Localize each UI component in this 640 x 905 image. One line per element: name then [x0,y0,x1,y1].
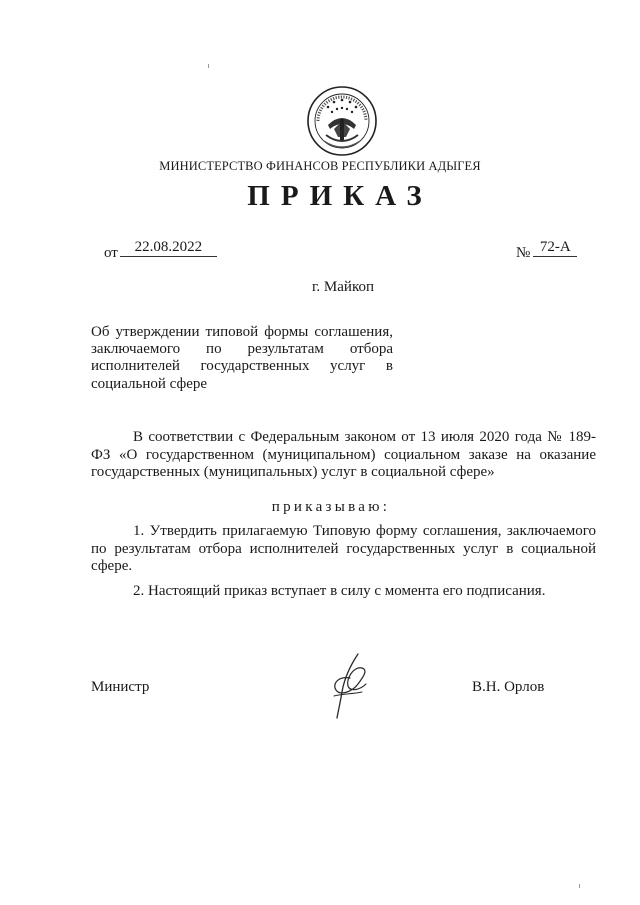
signer-position: Министр [91,679,150,695]
coat-of-arms-emblem-icon [306,85,378,157]
item-line: сфере. [91,558,133,574]
subject-line: заключаемого по результатам отбора [91,341,393,358]
order-word: приказываю: [271,499,391,515]
scan-speck [579,884,580,888]
subject-block [91,324,393,393]
preamble-line: государственных (муниципальных) услуг в социальной сфере» [91,464,495,480]
preamble-paragraph [91,429,596,482]
handwritten-signature-icon [328,652,372,720]
document-number [516,239,577,262]
preamble-line: ФЗ «О государственном (муниципальном) социальном заказе на оказание [91,446,596,463]
document-date [104,239,217,262]
subject-line: социальной сфере [91,375,208,392]
number-prefix: № [516,245,531,261]
order-item-2: 2. Настоящий приказ вступает в силу с момента его подписания. [133,583,546,599]
item-line: по результатам отбора исполнителей государственных услуг в социальной [91,540,596,557]
date-value: 22.08.2022 [120,239,217,257]
item-line: 1. Утвердить прилагаемую Типовую форму соглашения, заключаемого [133,523,596,539]
preamble-line: В соответствии с Федеральным законом от 13 июля 2020 года № 189- [133,429,596,445]
date-prefix: от [104,245,118,261]
city-line: г. Майкоп [311,279,375,295]
subject-line: Об утверждении типовой формы соглашения, [91,324,393,340]
number-value: 72-А [533,239,577,257]
signer-name: В.Н. Орлов [472,679,545,695]
order-item-1 [91,523,596,576]
scan-speck [208,64,209,68]
subject-line: исполнителей государственных услуг в [91,358,393,375]
ministry-name: МИНИСТЕРСТВО ФИНАНСОВ РЕСПУБЛИКИ АДЫГЕЯ [159,159,481,173]
document-title: ПРИКАЗ [247,180,433,212]
